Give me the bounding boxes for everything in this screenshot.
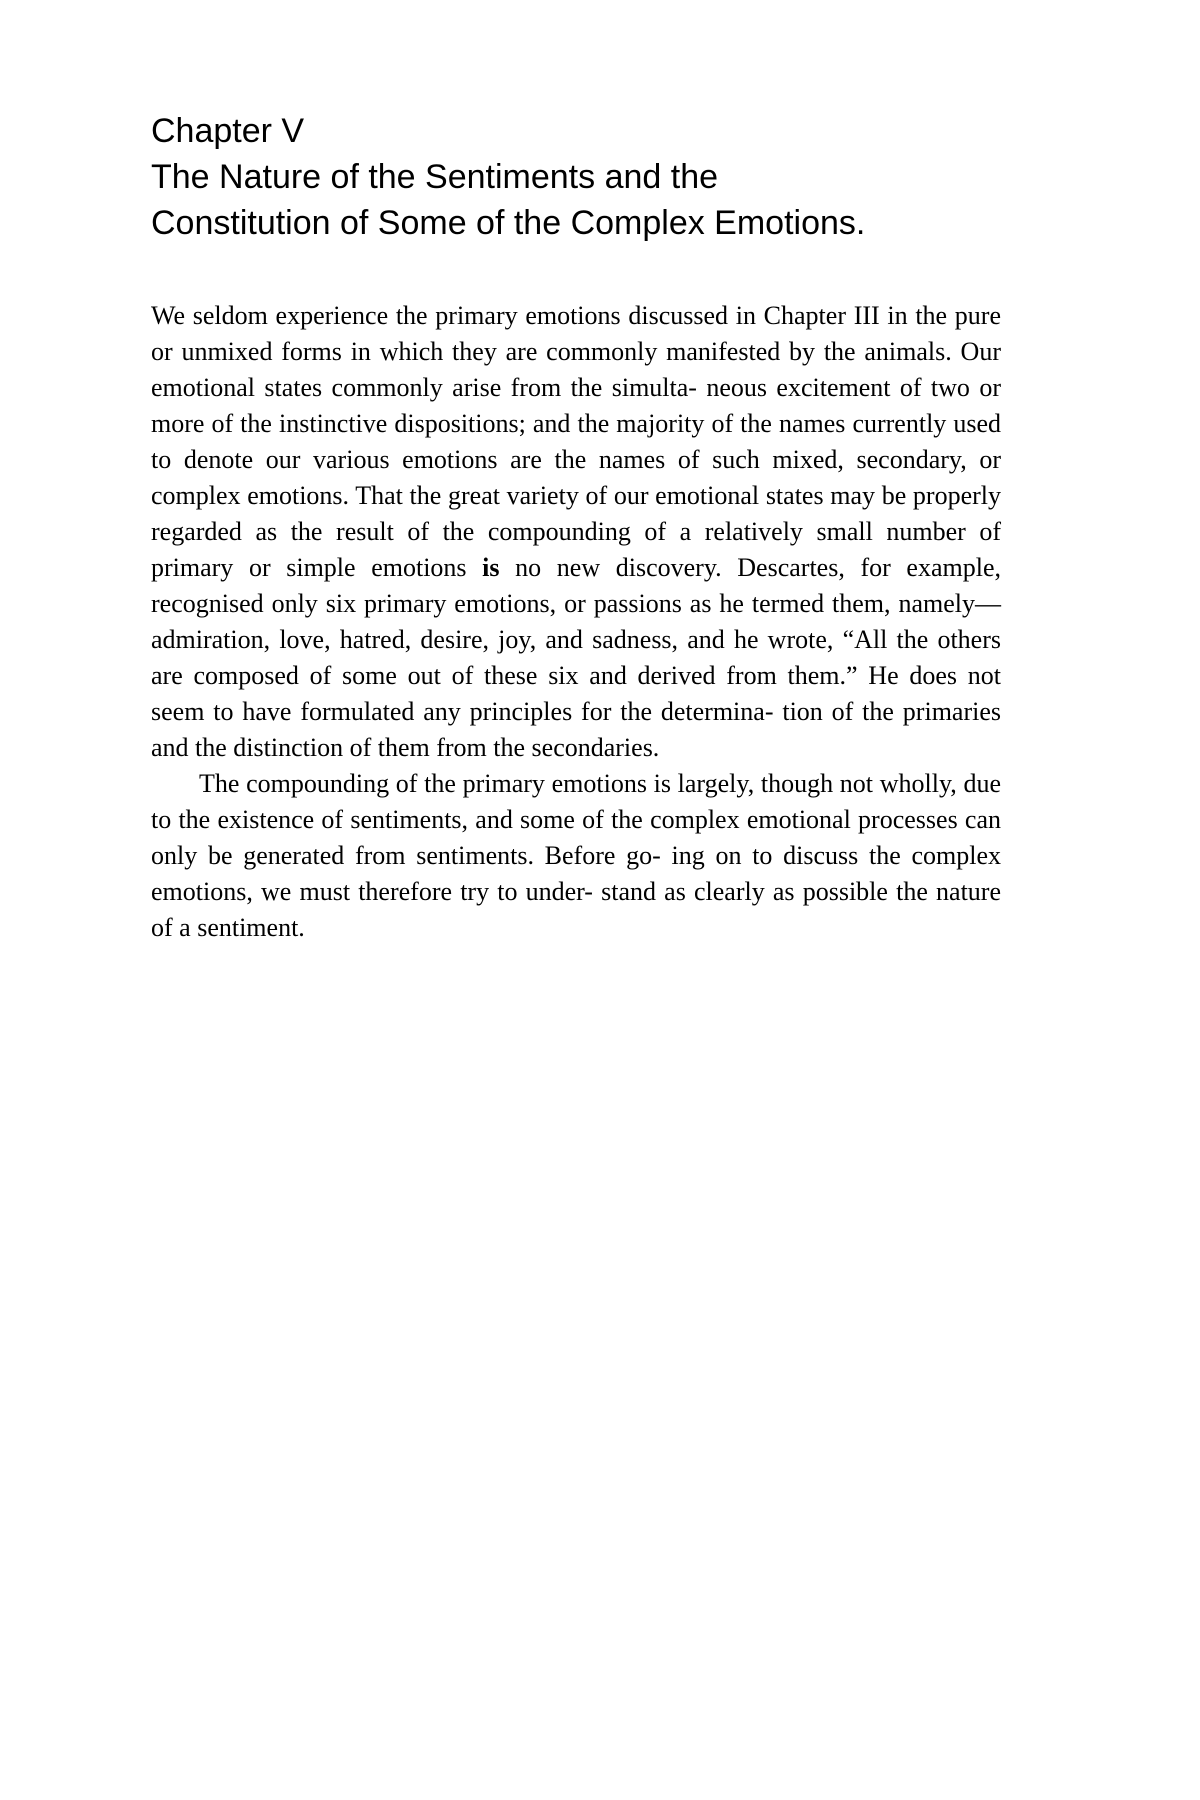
chapter-title-line-1: The Nature of the Sentiments and the: [151, 158, 719, 196]
paragraph-2: The compounding of the primary emotions is largely, though not wholly, due to the existence of sentiments, and some of the complex emotional processes can only be generated from sentiments. Before go- ing on to discuss the complex emotions, we must therefore try to under- stand as clearly as possible the nature of a sentiment.: [151, 769, 1001, 942]
paragraph-1-text-a: We seldom experience the primary emotions discussed in Chapter III in the pure or unmixed forms in which they are commonly manifested by the animals. Our emotional states commonly arise from the simulta- neous excitement of two or more of the instinctive dispositions; and the majority of the names currently used to denote our various emotions are the names of such mixed, secondary, or complex emotions. That the great variety of our emotional states may be properly regarded as the result of the compounding of a relatively small number of primary or simple emotions: [151, 301, 1001, 582]
chapter-title-line-2: Constitution of Some of the Complex Emotions.: [151, 204, 866, 242]
chapter-heading: [151, 108, 1051, 246]
paragraph-1: [151, 298, 1001, 766]
body-text: [151, 298, 1001, 946]
chapter-label: Chapter V: [151, 112, 305, 150]
paragraph-1-text-b: no new discovery. Descartes, for example, recognised only six primary emotions, or passions as he termed them, namely— admiration, love, hatred, desire, joy, and sadness, and he wrote, “All the others are composed of some out of these six and derived from them.” He does not seem to have formulated any principles for the determina- tion of the primaries and the distinction of them from the secondaries.: [151, 553, 1001, 762]
paragraph-1-bold-word: is: [482, 553, 500, 582]
